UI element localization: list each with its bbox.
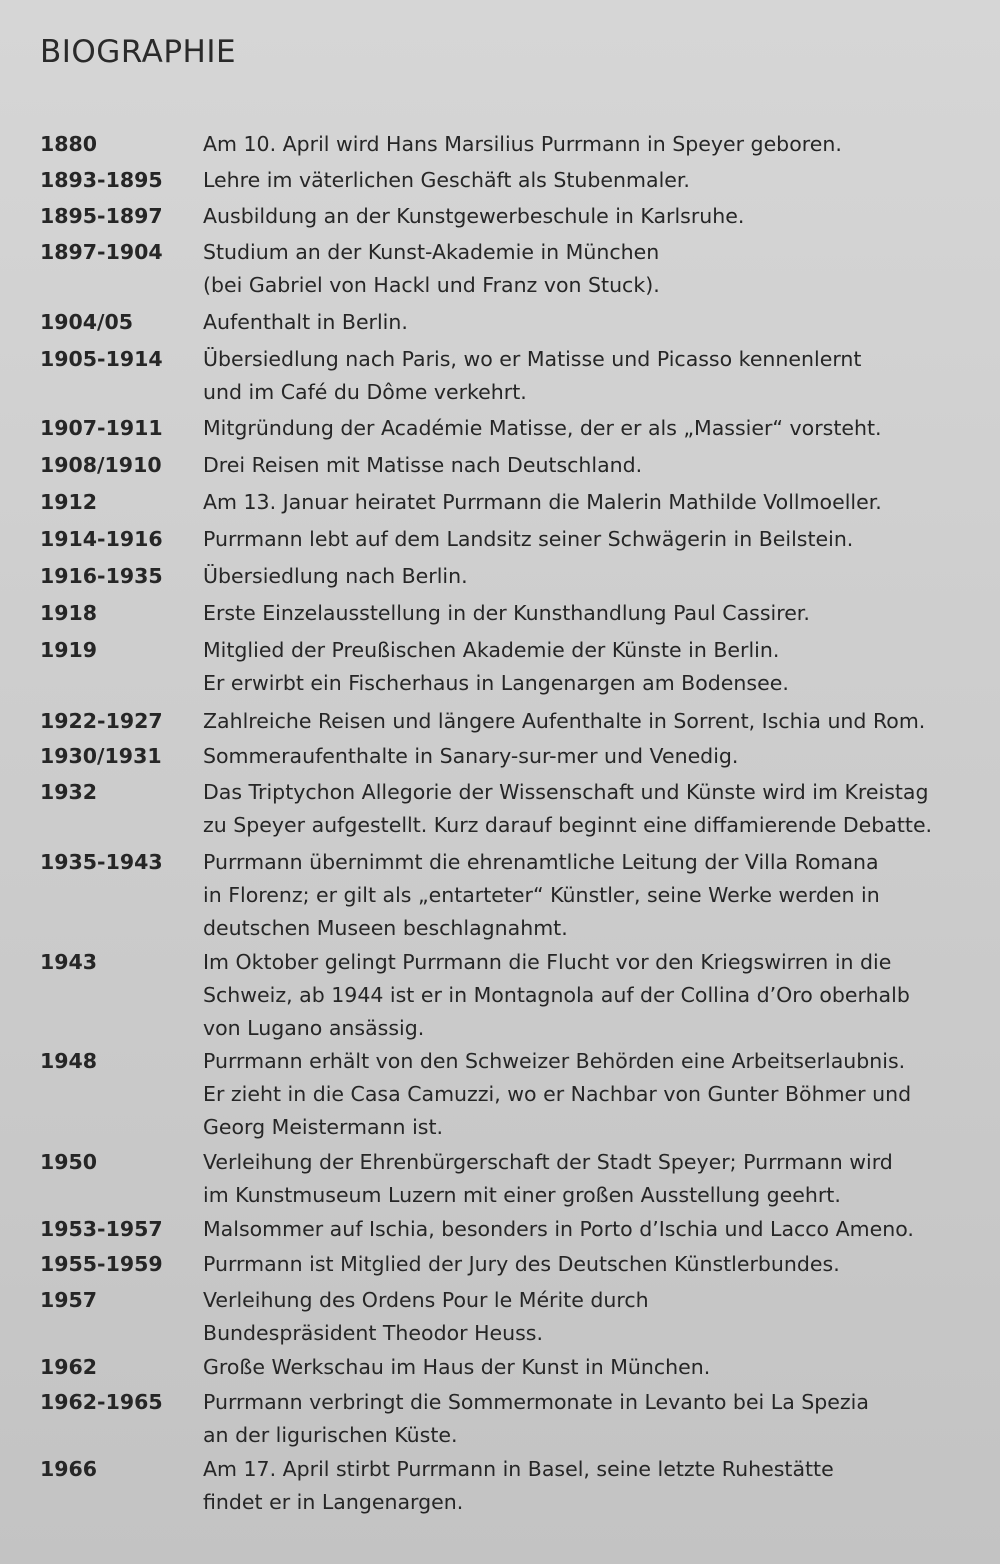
entry-year: 1932 <box>40 780 98 804</box>
entry-year: 1895-1897 <box>40 204 163 228</box>
entry-year: 1918 <box>40 601 98 625</box>
entry-text: Lehre im väterlichen Geschäft als Stubenmaler. <box>203 168 690 192</box>
entry-text: Am 10. April wird Hans Marsilius Purrmann in Speyer geboren. <box>203 132 842 156</box>
entry-text: Ausbildung an der Kunstgewerbeschule in Karlsruhe. <box>203 204 745 228</box>
entry-text: Purrmann übernimmt die ehrenamtliche Leitung der Villa Romana in Florenz; er gilt als „entarteter“ Künstler, seine Werke werden in deutschen Museen beschlagnahmt. <box>203 850 880 940</box>
entry-year: 1880 <box>40 132 98 156</box>
entry-text: Übersiedlung nach Paris, wo er Matisse und Picasso kennenlernt und im Café du Dôme verkehrt. <box>203 347 862 404</box>
entry-text: Mitglied der Preußischen Akademie der Künste in Berlin. Er erwirbt ein Fischerhaus in Langenargen am Bodensee. <box>203 638 789 695</box>
entry-year: 1897-1904 <box>40 240 163 264</box>
entry-year: 1943 <box>40 950 98 974</box>
entry-year: 1935-1943 <box>40 850 163 874</box>
entry-year: 1922-1927 <box>40 709 163 733</box>
entry-year: 1930/1931 <box>40 744 162 768</box>
entry-text: Purrmann erhält von den Schweizer Behörden eine Arbeitserlaubnis. Er zieht in die Casa Camuzzi, wo er Nachbar von Gunter Böhmer und Georg Meistermann ist. <box>203 1049 912 1139</box>
entry-text: Mitgründung der Académie Matisse, der er als „Massier“ vorsteht. <box>203 416 882 440</box>
entry-year: 1908/1910 <box>40 453 162 477</box>
entry-year: 1953-1957 <box>40 1217 163 1241</box>
entry-text: Drei Reisen mit Matisse nach Deutschland. <box>203 453 643 477</box>
entry-year: 1904/05 <box>40 310 134 334</box>
entry-year: 1962-1965 <box>40 1390 163 1414</box>
page-title: BIOGRAPHIE <box>40 34 237 70</box>
entry-text: Sommeraufenthalte in Sanary-sur-mer und Venedig. <box>203 744 739 768</box>
entry-text: Studium an der Kunst-Akademie in München (bei Gabriel von Hackl und Franz von Stuck). <box>203 240 660 297</box>
entry-year: 1893-1895 <box>40 168 163 192</box>
entry-text: Übersiedlung nach Berlin. <box>203 564 468 588</box>
entry-text: Aufenthalt in Berlin. <box>203 310 408 334</box>
entry-year: 1950 <box>40 1150 98 1174</box>
entry-text: Purrmann lebt auf dem Landsitz seiner Schwägerin in Beilstein. <box>203 527 854 551</box>
entry-text: Purrmann verbringt die Sommermonate in Levanto bei La Spezia an der ligurischen Küste. <box>203 1390 869 1447</box>
entry-year: 1907-1911 <box>40 416 163 440</box>
entry-year: 1912 <box>40 490 98 514</box>
entry-year: 1905-1914 <box>40 347 163 371</box>
entry-text: Das Triptychon Allegorie der Wissenschaft und Künste wird im Kreistag zu Speyer aufgestellt. Kurz darauf beginnt eine diffamierende Debatte. <box>203 780 933 837</box>
entry-text: Im Oktober gelingt Purrmann die Flucht vor den Kriegswirren in die Schweiz, ab 1944 ist er in Montagnola auf der Collina d’Oro oberhalb von Lugano ansässig. <box>203 950 910 1040</box>
entry-year: 1957 <box>40 1288 98 1312</box>
entry-text: Erste Einzelausstellung in der Kunsthandlung Paul Cassirer. <box>203 601 810 625</box>
entry-year: 1962 <box>40 1355 98 1379</box>
entry-year: 1914-1916 <box>40 527 163 551</box>
entry-text: Purrmann ist Mitglied der Jury des Deutschen Künstlerbundes. <box>203 1252 840 1276</box>
entry-year: 1955-1959 <box>40 1252 163 1276</box>
entry-text: Am 17. April stirbt Purrmann in Basel, seine letzte Ruhestätte findet er in Langenargen. <box>203 1457 834 1514</box>
entry-text: Zahlreiche Reisen und längere Aufenthalte in Sorrent, Ischia und Rom. <box>203 709 926 733</box>
entry-text: Am 13. Januar heiratet Purrmann die Malerin Mathilde Vollmoeller. <box>203 490 882 514</box>
entry-text: Verleihung der Ehrenbürgerschaft der Stadt Speyer; Purrmann wird im Kunstmuseum Luzern mit einer großen Ausstellung geehrt. <box>203 1150 893 1207</box>
entry-year: 1966 <box>40 1457 98 1481</box>
entry-text: Verleihung des Ordens Pour le Mérite durch Bundespräsident Theodor Heuss. <box>203 1288 649 1345</box>
entry-text: Malsommer auf Ischia, besonders in Porto d’Ischia und Lacco Ameno. <box>203 1217 914 1241</box>
entry-text: Große Werkschau im Haus der Kunst in München. <box>203 1355 711 1379</box>
entry-year: 1948 <box>40 1049 98 1073</box>
entry-year: 1916-1935 <box>40 564 163 588</box>
entry-year: 1919 <box>40 638 98 662</box>
